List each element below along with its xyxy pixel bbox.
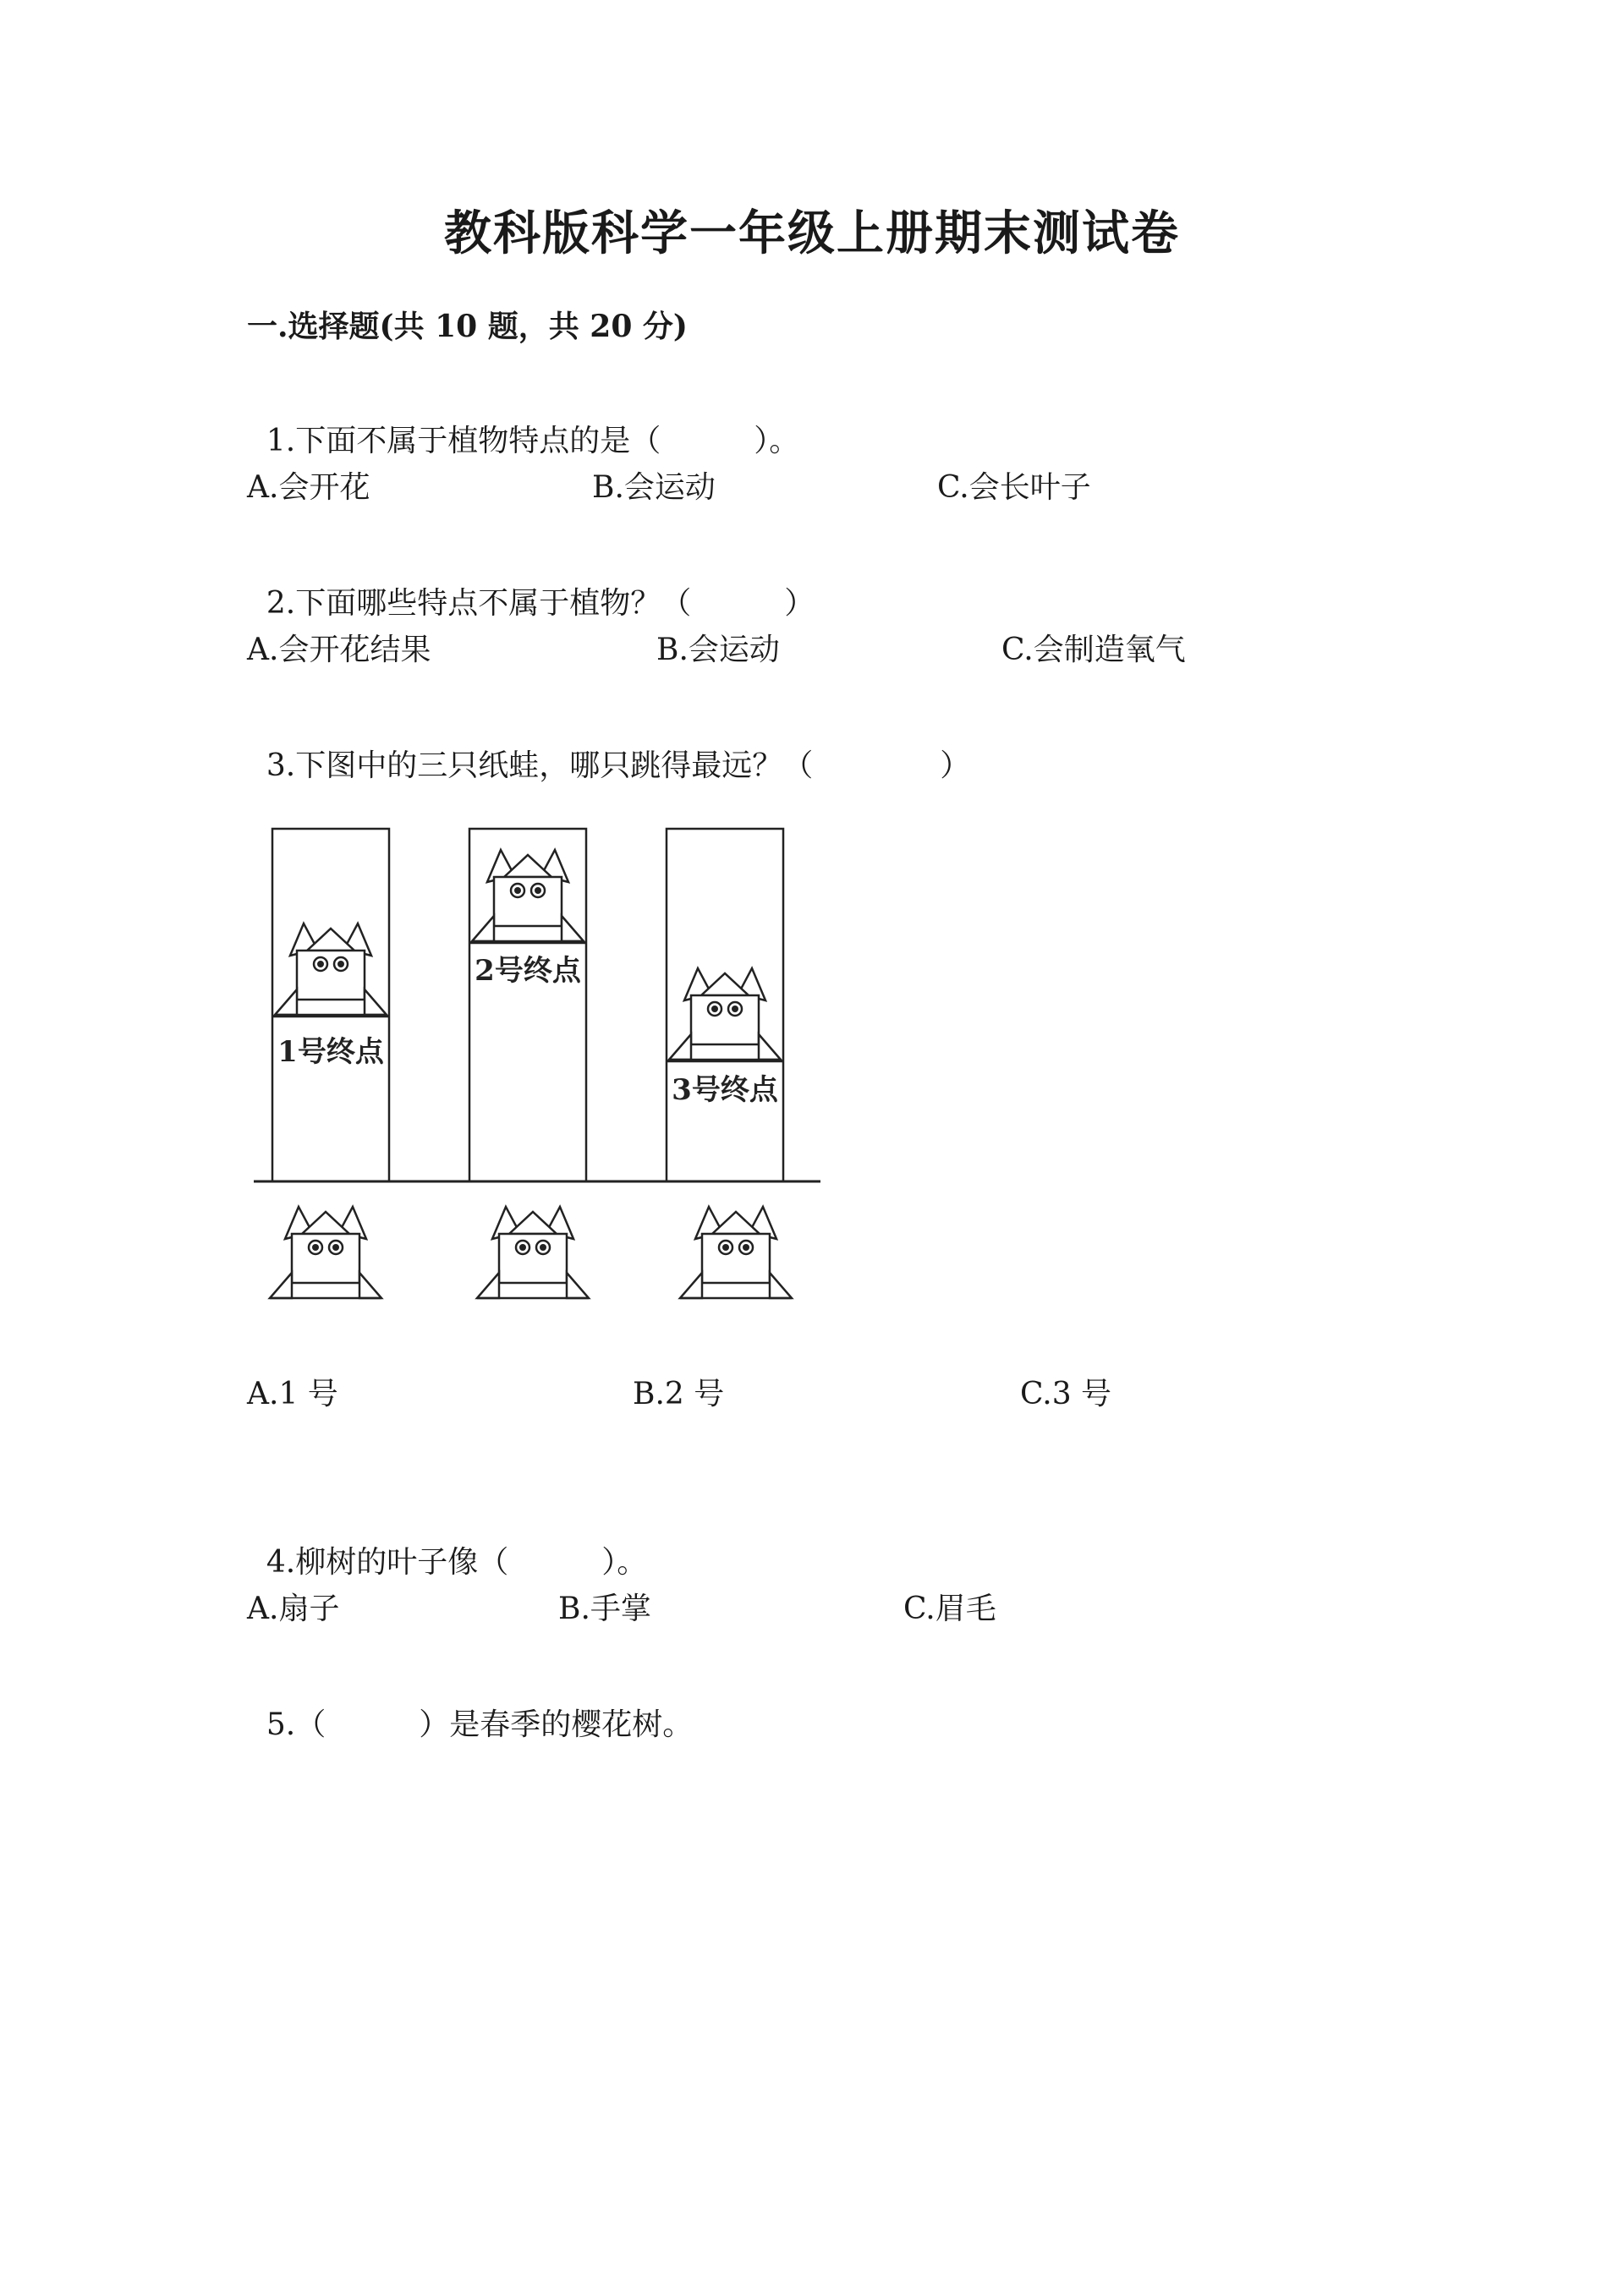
finish-label-3: 3号终点 [672, 1073, 778, 1107]
question-3-option-c[interactable]: C.3 号 [1020, 1377, 1112, 1411]
question-2-stem-before: 2.下面哪些特点不属于植物？（ [266, 586, 692, 621]
question-1-option-c[interactable]: C.会长叶子 [937, 470, 1091, 505]
question-1-stem [247, 382, 799, 460]
question-3-option-b[interactable]: B.2 号 [633, 1377, 725, 1411]
question-1-stem-after: ）。 [754, 424, 800, 458]
question-4-stem [247, 1504, 647, 1581]
finish-label-2: 2号终点 [475, 954, 581, 988]
question-5-stem-before: 5.（ [266, 1707, 326, 1742]
question-5-stem-after: ）是春季的樱花树。 [419, 1707, 694, 1742]
question-4-option-a[interactable]: A.扇子 [247, 1592, 340, 1626]
section-heading: 一.选择题(共 10 题，共 20 分) [247, 309, 688, 344]
question-1-stem-before: 1.下面不属于植物特点的是（ [266, 424, 661, 458]
question-2-option-c[interactable]: C.会制造氧气 [1001, 633, 1186, 667]
question-2-option-a[interactable]: A.会开花结果 [247, 633, 431, 667]
finish-label-1: 1号终点 [277, 1035, 384, 1069]
question-1-option-b[interactable]: B.会运动 [592, 470, 716, 505]
question-4-stem-before: 4.柳树的叶子像（ [266, 1545, 509, 1580]
question-4-option-c[interactable]: C.眉毛 [903, 1592, 996, 1626]
question-5-stem [247, 1666, 693, 1744]
page-title: 教科版科学一年级上册期末测试卷 [444, 205, 1180, 261]
question-1-option-a[interactable]: A.会开花 [247, 470, 370, 505]
question-2-stem-after: ） [784, 586, 815, 621]
paper-frog-figure [254, 816, 829, 1307]
question-4-stem-after: ）。 [601, 1545, 648, 1580]
question-3-stem-after: ） [940, 748, 971, 783]
question-2-stem [247, 545, 815, 622]
question-3-option-a[interactable]: A.1 号 [247, 1377, 338, 1411]
question-3-stem-before: 3.下图中的三只纸蛙，哪只跳得最远？（ [266, 748, 814, 783]
question-2-option-b[interactable]: B.会运动 [656, 633, 780, 667]
question-4-option-b[interactable]: B.手掌 [558, 1592, 651, 1626]
question-3-stem [247, 707, 970, 785]
